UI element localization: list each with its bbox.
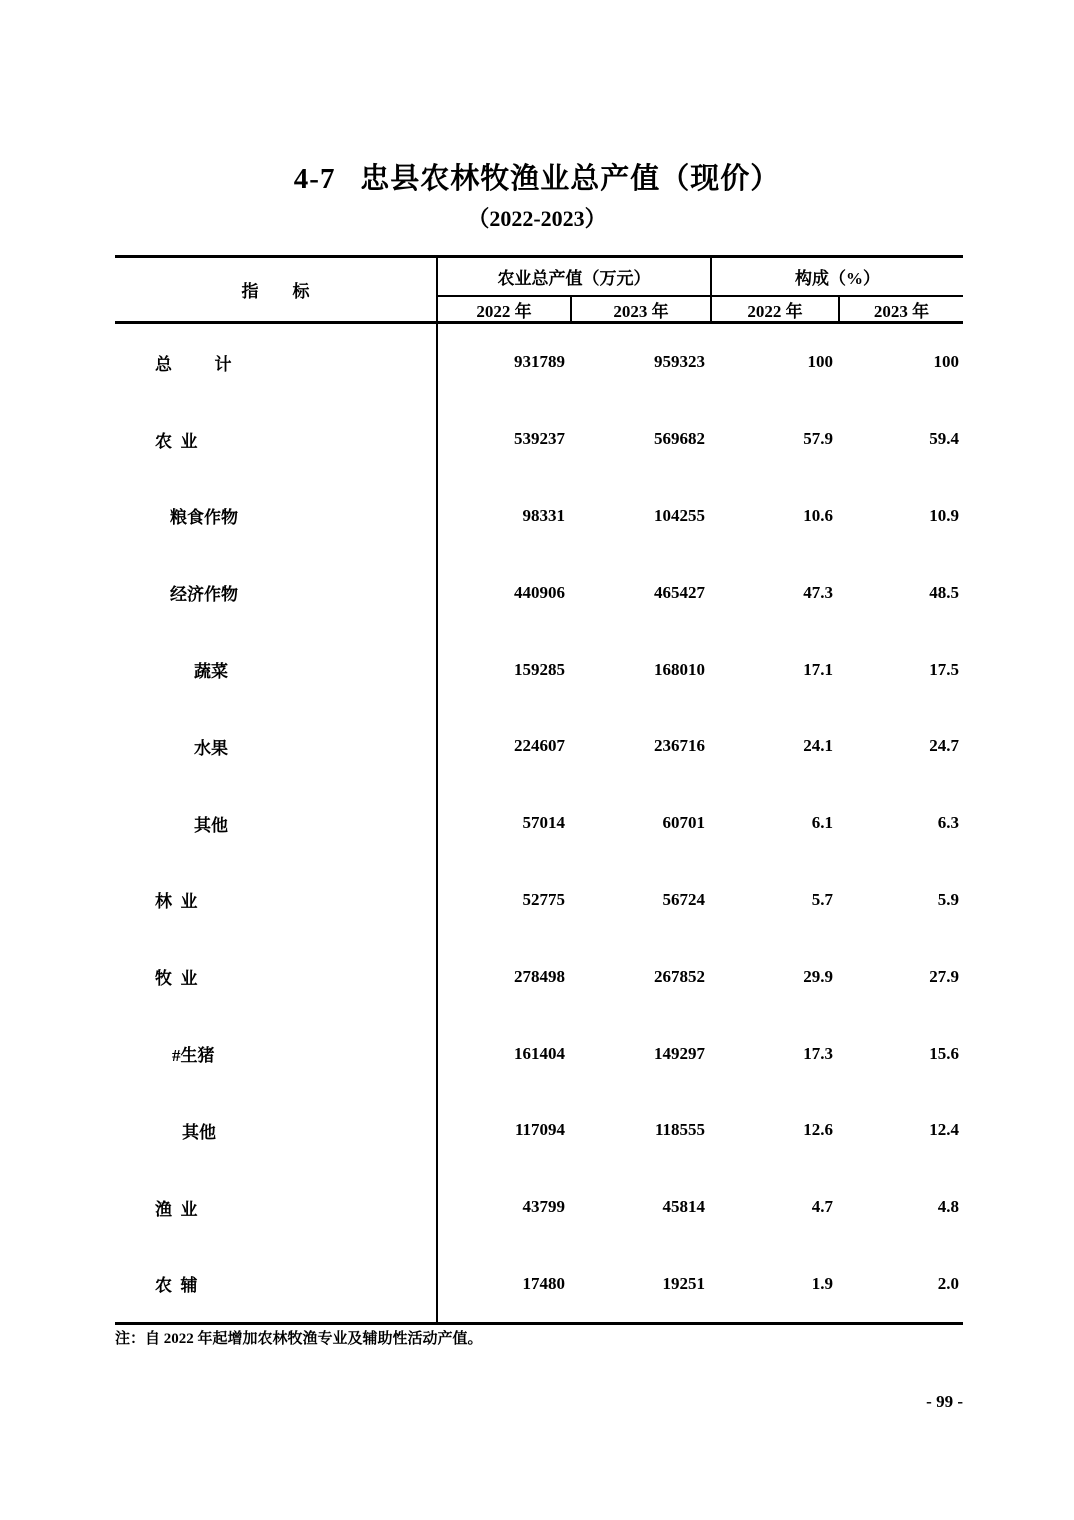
value-cell: 10.9: [929, 505, 959, 525]
value-cell: 104255: [654, 505, 705, 525]
indicator-cell: 林 业: [115, 862, 438, 939]
value-cell: 224607: [514, 736, 565, 756]
group-header-composition: 构成（%）: [712, 258, 963, 297]
indicator-cell: 农 业: [115, 401, 438, 478]
value-cell: 278498: [514, 966, 565, 986]
value-cell: 931789: [514, 352, 565, 372]
year-header-2023-composition: 2023 年: [873, 301, 930, 321]
table-row: [115, 1246, 963, 1323]
value-cell: 5.7: [811, 889, 833, 909]
value-cell: 4.7: [811, 1197, 833, 1217]
table-row: [115, 324, 963, 401]
indicator-cell: 蔬菜: [115, 631, 438, 708]
value-cell: 6.1: [811, 813, 833, 833]
value-cell: 100: [933, 352, 959, 372]
indicator-cell: 总 计: [115, 324, 438, 401]
indicator-cell: 水果: [115, 708, 438, 785]
value-cell: 29.9: [803, 966, 833, 986]
indicator-cell: 农 辅: [115, 1246, 438, 1323]
value-cell: 6.3: [937, 813, 959, 833]
value-cell: 117094: [514, 1120, 565, 1140]
table-row: [115, 1169, 963, 1246]
table-row: [115, 631, 963, 708]
table-row: [115, 401, 963, 478]
value-cell: 118555: [654, 1120, 705, 1140]
value-cell: 52775: [522, 889, 565, 909]
value-cell: 17.5: [929, 659, 959, 679]
value-cell: 24.1: [803, 736, 833, 756]
value-cell: 60701: [662, 813, 705, 833]
year-header-2023-output: 2023 年: [572, 297, 712, 321]
value-cell: 100: [807, 352, 833, 372]
value-cell: 56724: [662, 889, 705, 909]
indicator-cell: 其他: [115, 1092, 438, 1169]
indicator-cell: 渔 业: [115, 1169, 438, 1246]
value-cell: 57014: [522, 813, 565, 833]
value-cell: 5.9: [937, 889, 959, 909]
table-row: [115, 862, 963, 939]
page-subtitle: （2022-2023）: [467, 206, 607, 231]
value-cell: 27.9: [929, 966, 959, 986]
indicator-cell: 牧 业: [115, 938, 438, 1015]
value-cell: 57.9: [803, 429, 833, 449]
value-cell: 236716: [654, 736, 705, 756]
value-cell: 1.9: [811, 1273, 833, 1293]
value-cell: 48.5: [929, 582, 959, 602]
table-header: [115, 255, 963, 324]
indicator-cell: 粮食作物: [115, 478, 438, 555]
table-row: [115, 708, 963, 785]
value-cell: 959323: [654, 352, 705, 372]
table-body: [115, 324, 963, 1325]
value-cell: 465427: [654, 582, 705, 602]
table-row: [115, 554, 963, 631]
table-row: [115, 938, 963, 1015]
value-cell: 24.7: [929, 736, 959, 756]
value-cell: 4.8: [937, 1197, 959, 1217]
value-cell: 17.3: [803, 1043, 833, 1063]
table-row: [115, 785, 963, 862]
value-cell: 10.6: [803, 505, 833, 525]
table-footnote: 注：自 2022 年起增加农林牧渔专业及辅助性活动产值。: [115, 1331, 483, 1347]
value-cell: 15.6: [929, 1043, 959, 1063]
value-cell: 59.4: [929, 429, 959, 449]
value-cell: 17.1: [803, 659, 833, 679]
value-cell: 12.4: [929, 1120, 959, 1140]
page-number: - 99 -: [926, 1392, 963, 1411]
value-cell: 17480: [522, 1273, 565, 1293]
value-cell: 19251: [662, 1273, 705, 1293]
value-cell: 12.6: [803, 1120, 833, 1140]
value-cell: 569682: [654, 429, 705, 449]
indicator-cell: 经济作物: [115, 554, 438, 631]
value-cell: 161404: [514, 1043, 565, 1063]
value-cell: 267852: [654, 966, 705, 986]
table-row: [115, 478, 963, 555]
year-header-2022-composition: 2022 年: [712, 297, 840, 321]
page-title: 4-7 忠县农林牧渔业总产值（现价）: [293, 163, 781, 195]
value-cell: 43799: [522, 1197, 565, 1217]
indicator-cell: #生猪: [115, 1015, 438, 1092]
table-row: [115, 1015, 963, 1092]
indicator-header-cell: 指 标: [115, 258, 438, 321]
value-cell: 2.0: [937, 1273, 959, 1293]
indicator-cell: 其他: [115, 785, 438, 862]
value-cell: 168010: [654, 659, 705, 679]
value-cell: 45814: [662, 1197, 705, 1217]
value-cell: 539237: [514, 429, 565, 449]
statistics-table: [115, 255, 963, 1325]
value-cell: 47.3: [803, 582, 833, 602]
value-cell: 159285: [514, 659, 565, 679]
group-header-output-value: 农业总产值（万元）: [438, 258, 712, 297]
table-row: [115, 1092, 963, 1169]
value-cell: 440906: [514, 582, 565, 602]
value-cell: 98331: [522, 505, 565, 525]
year-header-2022-output: 2022 年: [438, 297, 572, 321]
value-cell: 149297: [654, 1043, 705, 1063]
